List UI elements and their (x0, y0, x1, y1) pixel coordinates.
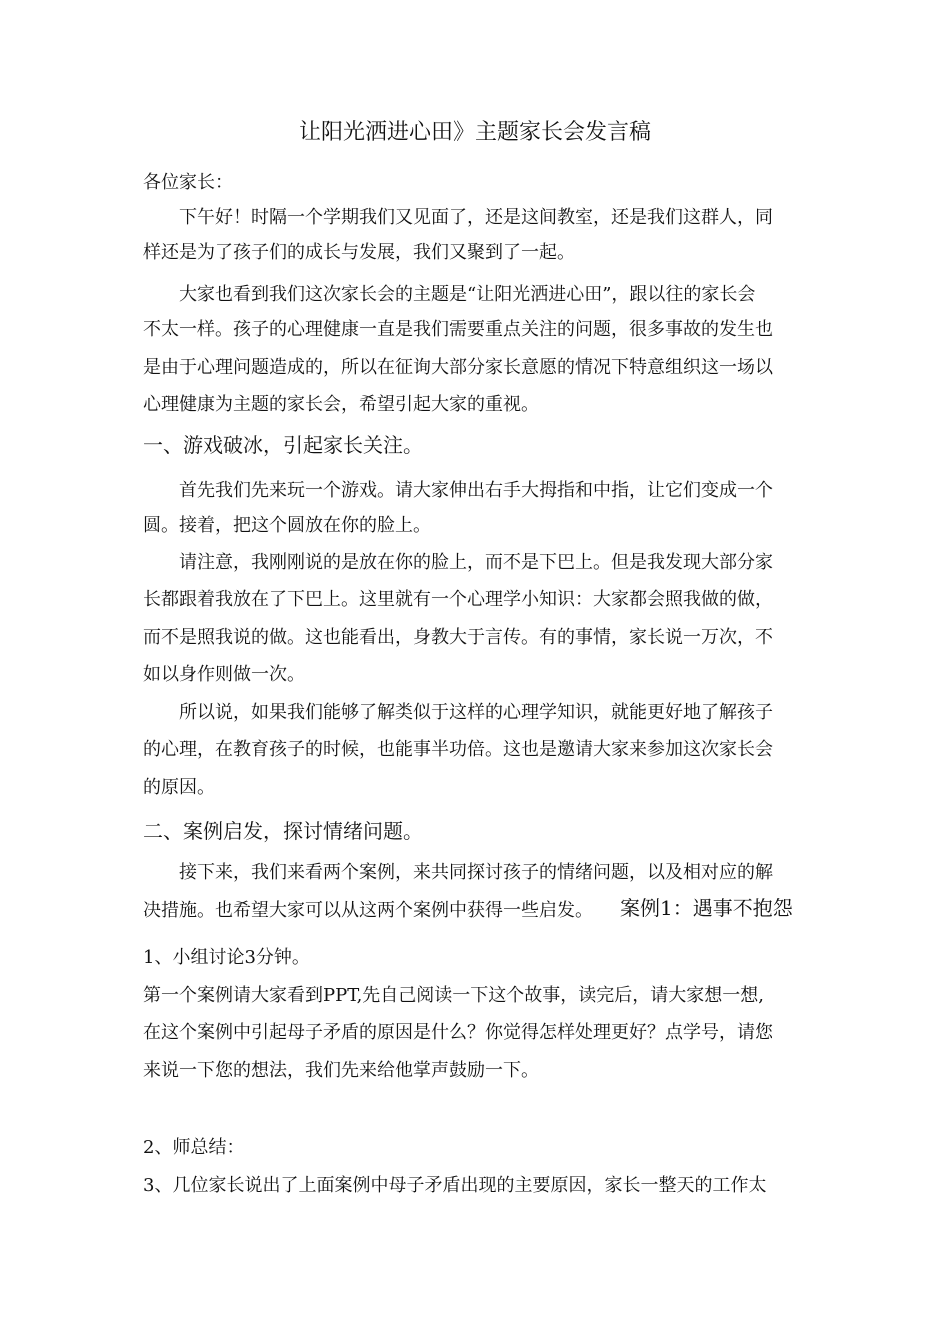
section-heading-2: 二、案例启发，探讨情绪问题。 (143, 819, 423, 843)
paragraph-line: 样还是为了孩子们的成长与发展，我们又聚到了一起。 (143, 242, 575, 263)
paragraph-line: 下午好！时隔一个学期我们又见面了，还是这间教室，还是我们这群人，同 (179, 207, 773, 228)
paragraph-line: 而不是照我说的做。这也能看出，身教大于言传。有的事情，家长说一万次，不 (143, 627, 773, 648)
paragraph-line: 圆。接着，把这个圆放在你的脸上。 (143, 515, 431, 536)
paragraph-line: 如以身作则做一次。 (143, 664, 305, 685)
paragraph-line: 接下来，我们来看两个案例，来共同探讨孩子的情绪问题，以及相对应的解 (179, 862, 773, 883)
salutation: 各位家长： (143, 172, 233, 193)
paragraph-line: 的原因。 (143, 777, 215, 798)
paragraph-line: 请注意，我刚刚说的是放在你的脸上，而不是下巴上。但是我发现大部分家 (179, 552, 773, 573)
list-item: 2、师总结： (143, 1137, 245, 1158)
paragraph-line: 第一个案例请大家看到PPT,先自己阅读一下这个故事，读完后，请大家想一想, (143, 985, 765, 1006)
paragraph-line: 首先我们先来玩一个游戏。请大家伸出右手大拇指和中指，让它们变成一个 (179, 480, 773, 501)
paragraph-line: 来说一下您的想法，我们先来给他掌声鼓励一下。 (143, 1060, 539, 1081)
paragraph-line: 不太一样。孩子的心理健康一直是我们需要重点关注的问题，很多事故的发生也 (143, 319, 773, 340)
paragraph-line: 的心理，在教育孩子的时候，也能事半功倍。这也是邀请大家来参加这次家长会 (143, 739, 773, 760)
paragraph-line: 是由于心理问题造成的，所以在征询大部分家长意愿的情况下特意组织这一场以 (143, 357, 773, 378)
paragraph-line: 大家也看到我们这次家长会的主题是“让阳光洒进心田”，跟以往的家长会 (179, 284, 756, 305)
case-heading: 案例1：遇事不抱怨 (620, 896, 793, 920)
paragraph-line: 所以说，如果我们能够了解类似于这样的心理学知识，就能更好地了解孩子 (179, 702, 773, 723)
list-item: 1、小组讨论3分钟。 (143, 947, 310, 968)
section-heading-1: 一、游戏破冰，引起家长关注。 (143, 433, 423, 457)
paragraph-line: 长都跟着我放在了下巴上。这里就有一个心理学小知识：大家都会照我做的做， (143, 589, 773, 610)
paragraph-line: 在这个案例中引起母子矛盾的原因是什么？你觉得怎样处理更好？点学号，请您 (143, 1022, 773, 1043)
paragraph-line: 决措施。也希望大家可以从这两个案例中获得一些启发。 (143, 900, 593, 921)
document-title: 让阳光洒进心田》主题家长会发言稿 (298, 120, 651, 145)
paragraph-line: 心理健康为主题的家长会，希望引起大家的重视。 (143, 394, 539, 415)
list-item: 3、几位家长说出了上面案例中母子矛盾出现的主要原因，家长一整天的工作太 (143, 1175, 767, 1196)
